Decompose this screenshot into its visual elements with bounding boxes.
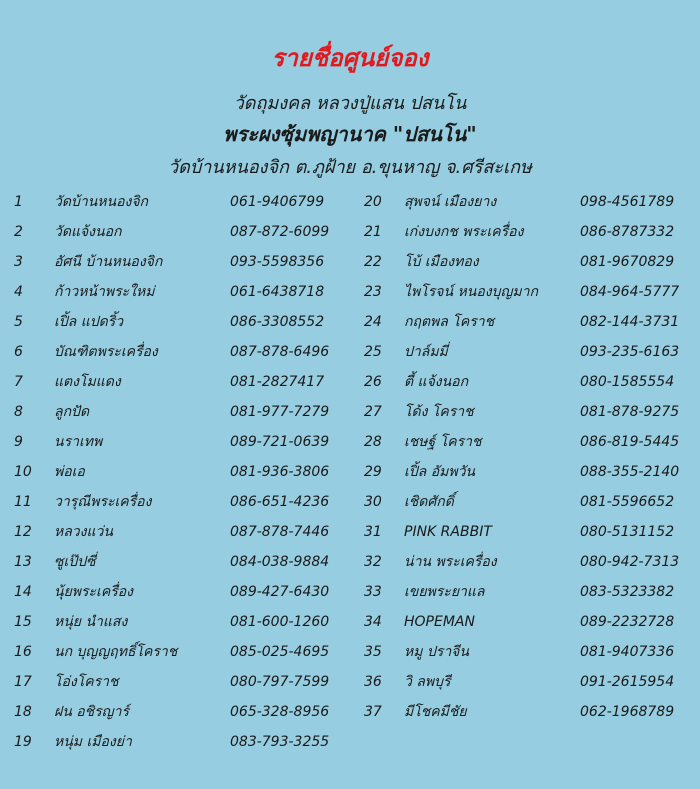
list-item xyxy=(14,697,360,727)
item-phone: 081-9407336 xyxy=(580,644,675,660)
list-item xyxy=(14,427,360,457)
list-item xyxy=(364,607,700,637)
list-item xyxy=(14,607,360,637)
item-number: 32 xyxy=(364,554,382,570)
item-phone: 091-2615954 xyxy=(580,674,675,690)
item-number: 10 xyxy=(14,464,32,480)
item-number: 12 xyxy=(14,524,32,540)
item-name: เชิดศักดิ์ xyxy=(404,494,454,510)
item-number: 30 xyxy=(364,494,382,510)
list-item xyxy=(14,547,360,577)
item-name: HOPEMAN xyxy=(404,614,475,630)
item-name: วารุณีพระเครื่อง xyxy=(54,494,152,510)
item-number: 36 xyxy=(364,674,382,690)
item-phone: 081-9670829 xyxy=(580,254,675,270)
item-phone: 089-721-0639 xyxy=(230,434,330,450)
amulet-subtitle: พระผงซุ้มพญานาค "ปสนโน" xyxy=(223,122,477,146)
item-phone: 061-6438718 xyxy=(230,284,325,300)
item-number: 29 xyxy=(364,464,382,480)
item-name: น่าน พระเครื่อง xyxy=(404,554,497,570)
list-item xyxy=(364,247,700,277)
list-item xyxy=(364,277,700,307)
item-name: กฤตพล โคราช xyxy=(404,314,495,330)
item-name: ลูกปัด xyxy=(54,404,90,420)
item-name: วัดแจ้งนอก xyxy=(54,224,122,240)
item-number: 24 xyxy=(364,314,382,330)
item-name: วัดบ้านหนองจิก xyxy=(54,194,148,210)
item-name: บัณฑิตพระเครื่อง xyxy=(54,344,158,360)
item-number: 8 xyxy=(14,404,23,420)
item-number: 11 xyxy=(14,494,32,510)
item-number: 27 xyxy=(364,404,382,420)
page-title: รายชื่อศูนย์จอง xyxy=(271,44,429,72)
item-name: โบ้ เมืองทอง xyxy=(404,254,479,270)
list-item xyxy=(364,427,700,457)
item-number: 13 xyxy=(14,554,32,570)
list-item xyxy=(14,367,360,397)
item-phone: 086-651-4236 xyxy=(230,494,330,510)
item-number: 9 xyxy=(14,434,23,450)
item-phone: 081-2827417 xyxy=(230,374,325,390)
list-item xyxy=(364,307,700,337)
item-number: 17 xyxy=(14,674,32,690)
item-name: โด้ง โคราช xyxy=(404,404,474,420)
item-phone: 083-5323382 xyxy=(580,584,675,600)
item-phone: 084-964-5777 xyxy=(580,284,680,300)
list-item xyxy=(364,667,700,697)
item-number: 7 xyxy=(14,374,23,390)
list-item xyxy=(14,637,360,667)
item-phone: 085-025-4695 xyxy=(230,644,330,660)
item-number: 28 xyxy=(364,434,382,450)
item-number: 1 xyxy=(14,194,23,210)
item-phone: 089-427-6430 xyxy=(230,584,330,600)
item-number: 4 xyxy=(14,284,23,300)
item-number: 25 xyxy=(364,344,382,360)
item-name: พ่อเอ xyxy=(54,464,85,480)
item-phone: 084-038-9884 xyxy=(230,554,330,570)
item-name: ฝน อชิรญาร์ xyxy=(54,704,129,720)
item-name: นราเทพ xyxy=(54,434,103,450)
item-number: 5 xyxy=(14,314,23,330)
item-name: นก บุญญฤทธิ์โคราช xyxy=(54,644,178,660)
item-phone: 086-3308552 xyxy=(230,314,325,330)
item-phone: 093-235-6163 xyxy=(580,344,680,360)
left-contact-list xyxy=(14,187,360,757)
item-number: 21 xyxy=(364,224,382,240)
item-phone: 081-5596652 xyxy=(580,494,675,510)
item-phone: 098-4561789 xyxy=(580,194,675,210)
item-number: 18 xyxy=(14,704,32,720)
list-item xyxy=(364,517,700,547)
item-phone: 081-977-7279 xyxy=(230,404,330,420)
item-number: 15 xyxy=(14,614,32,630)
item-phone: 093-5598356 xyxy=(230,254,325,270)
list-item xyxy=(364,457,700,487)
item-name: เปิ้ล อัมพวัน xyxy=(404,464,475,480)
item-name: แตงโมแดง xyxy=(54,374,121,390)
item-name: หนุ่ม เมืองย่า xyxy=(54,734,132,750)
item-name: หลวงแว่น xyxy=(54,524,113,540)
item-name: ปาล์มมี่ xyxy=(404,344,448,360)
item-phone: 086-819-5445 xyxy=(580,434,680,450)
item-phone: 086-8787332 xyxy=(580,224,675,240)
list-item xyxy=(14,397,360,427)
list-item xyxy=(364,217,700,247)
list-item xyxy=(14,307,360,337)
item-number: 34 xyxy=(364,614,382,630)
list-item xyxy=(364,577,700,607)
item-phone: 065-328-8956 xyxy=(230,704,330,720)
item-number: 35 xyxy=(364,644,382,660)
item-number: 23 xyxy=(364,284,382,300)
item-number: 16 xyxy=(14,644,32,660)
list-item xyxy=(14,457,360,487)
item-phone: 061-9406799 xyxy=(230,194,325,210)
item-phone: 083-793-3255 xyxy=(230,734,330,750)
item-phone: 087-872-6099 xyxy=(230,224,330,240)
list-item xyxy=(14,247,360,277)
item-name: นุ้ยพระเครื่อง xyxy=(54,584,133,600)
item-number: 26 xyxy=(364,374,382,390)
item-phone: 080-1585554 xyxy=(580,374,675,390)
item-phone: 080-5131152 xyxy=(580,524,675,540)
item-name: PINK RABBIT xyxy=(404,524,492,540)
item-name: วิ ลพบุรี xyxy=(404,674,451,690)
item-number: 2 xyxy=(14,224,23,240)
item-name: หนุ่ย นำแสง xyxy=(54,614,128,630)
item-number: 19 xyxy=(14,734,32,750)
right-contact-list xyxy=(364,187,700,727)
item-number: 22 xyxy=(364,254,382,270)
item-phone: 081-878-9275 xyxy=(580,404,680,420)
item-phone: 087-878-6496 xyxy=(230,344,330,360)
item-phone: 088-355-2140 xyxy=(580,464,680,480)
item-phone: 062-1968789 xyxy=(580,704,675,720)
item-name: หมู ปราจีน xyxy=(404,644,469,660)
item-phone: 081-936-3806 xyxy=(230,464,330,480)
list-item xyxy=(14,577,360,607)
temple-subtitle: วัดถุมงคล หลวงปู่แสน ปสนโน xyxy=(233,93,467,114)
list-item xyxy=(14,277,360,307)
item-phone: 080-797-7599 xyxy=(230,674,330,690)
item-name: เชษฐ์ โคราช xyxy=(404,434,482,450)
item-name: เก่งบงกช พระเครื่อง xyxy=(404,224,524,240)
item-name: โอ่งโคราช xyxy=(54,674,119,690)
list-item xyxy=(14,487,360,517)
list-item xyxy=(364,697,700,727)
list-item xyxy=(364,547,700,577)
item-phone: 081-600-1260 xyxy=(230,614,330,630)
location-subtitle: วัดบ้านหนองจิก ต.ภูฝ้าย อ.ขุนหาญ จ.ศรีสะเกษ xyxy=(168,157,532,178)
item-name: สุพจน์ เมืองยาง xyxy=(404,194,497,210)
list-item xyxy=(364,397,700,427)
item-name: ไพโรจน์ หนองบุญมาก xyxy=(404,284,538,300)
list-item xyxy=(14,337,360,367)
list-item xyxy=(364,487,700,517)
item-number: 14 xyxy=(14,584,32,600)
list-item xyxy=(364,337,700,367)
list-item xyxy=(14,727,360,757)
item-name: ตี้ แจ้งนอก xyxy=(404,374,469,390)
item-name: อัศนี บ้านหนองจิก xyxy=(54,254,163,270)
list-item xyxy=(364,367,700,397)
item-number: 3 xyxy=(14,254,23,270)
item-name: เปิ้ล แปดริ้ว xyxy=(54,314,124,330)
item-number: 33 xyxy=(364,584,382,600)
list-item xyxy=(14,187,360,217)
list-item xyxy=(364,187,700,217)
item-name: ก้าวหน้าพระใหม่ xyxy=(54,284,155,300)
item-number: 31 xyxy=(364,524,382,540)
item-number: 6 xyxy=(14,344,23,360)
item-number: 20 xyxy=(364,194,382,210)
list-item xyxy=(14,217,360,247)
list-item xyxy=(364,637,700,667)
item-phone: 080-942-7313 xyxy=(580,554,680,570)
item-name: เขยพระยาแล xyxy=(404,584,485,600)
item-name: ซูเป๊ปซี่ xyxy=(54,554,96,570)
item-phone: 087-878-7446 xyxy=(230,524,330,540)
item-name: มีโชคมีชัย xyxy=(404,704,467,720)
item-phone: 082-144-3731 xyxy=(580,314,680,330)
list-item xyxy=(14,517,360,547)
list-item xyxy=(14,667,360,697)
item-phone: 089-2232728 xyxy=(580,614,675,630)
item-number: 37 xyxy=(364,704,382,720)
